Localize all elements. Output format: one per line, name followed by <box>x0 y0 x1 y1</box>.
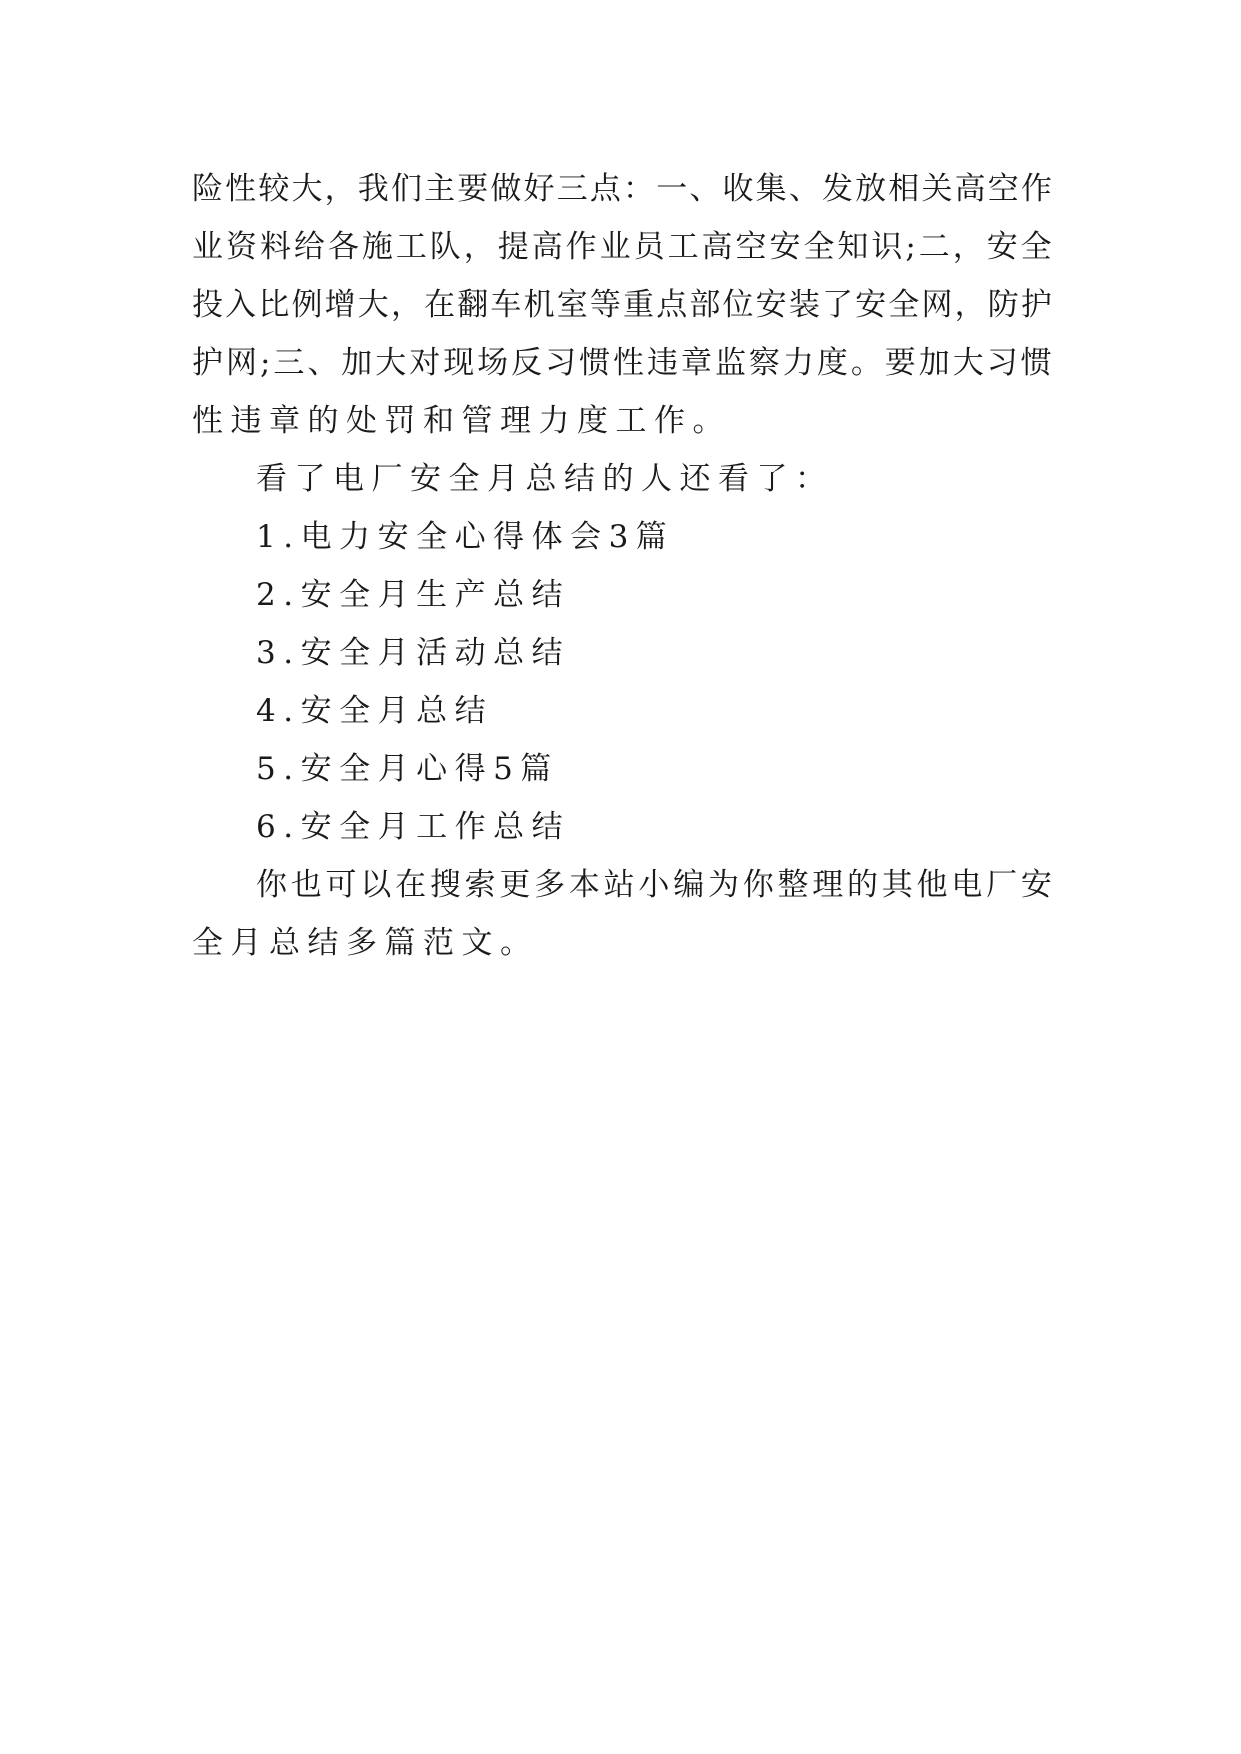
text-char: 投 <box>192 287 223 323</box>
text-char: 二 <box>918 229 950 265</box>
text-char: 高 <box>531 229 563 265</box>
text-char: 编 <box>673 867 705 903</box>
text-char: 提 <box>497 229 529 265</box>
text-char: 惯 <box>1020 345 1052 381</box>
text-char: 他 <box>916 867 948 903</box>
text-char: 高 <box>701 229 733 265</box>
text-char: 加 <box>341 345 373 381</box>
text-char: 违 <box>647 345 679 381</box>
text-char: 了 <box>821 287 853 323</box>
text-char: 防 <box>987 287 1019 323</box>
text-char: 全 <box>803 229 835 265</box>
text-char: 可 <box>325 867 357 903</box>
text-char: 点 <box>656 287 688 323</box>
text-char: 发 <box>821 171 853 207</box>
text-char: 三 <box>273 345 305 381</box>
text-char: 、 <box>689 171 721 207</box>
text-char: 网 <box>225 345 257 381</box>
text-char: ： <box>623 171 655 207</box>
text-char: 队 <box>429 229 461 265</box>
text-char: 重 <box>623 287 655 323</box>
text-char: 护 <box>192 345 223 381</box>
text-char: 网 <box>921 287 953 323</box>
text-char: 监 <box>714 345 746 381</box>
text-char: 全 <box>888 287 920 323</box>
text-char: 高 <box>954 171 986 207</box>
text-char: ， <box>463 229 495 265</box>
text-char: 全 <box>1020 229 1052 265</box>
text-char: 好 <box>523 171 555 207</box>
text-char: 搜 <box>429 867 461 903</box>
text-char: 现 <box>443 345 475 381</box>
text-char: 性 <box>613 345 645 381</box>
text-char: 加 <box>918 345 950 381</box>
text-char: 也 <box>290 867 322 903</box>
text-char: 厂 <box>986 867 1018 903</box>
text-char: 比 <box>258 287 290 323</box>
text-char: 在 <box>424 287 456 323</box>
text-char: 给 <box>293 229 325 265</box>
text-char: 为 <box>707 867 739 903</box>
text-char: 知 <box>837 229 869 265</box>
text-char: 识 <box>871 229 903 265</box>
text-char: 大 <box>952 345 984 381</box>
text-char: 翻 <box>457 287 489 323</box>
text-char: 安 <box>769 229 801 265</box>
body-paragraph <box>192 160 1052 450</box>
text-char: 大 <box>357 287 389 323</box>
text-char: 主 <box>424 171 456 207</box>
text-char: 安 <box>755 287 787 323</box>
text-char: 要 <box>884 345 916 381</box>
text-char: 理 <box>812 867 844 903</box>
text-char: 空 <box>987 171 1019 207</box>
text-char: 工 <box>395 229 427 265</box>
text-char: 入 <box>225 287 257 323</box>
text-char: 反 <box>511 345 543 381</box>
related-link-3[interactable]: 3.安全月活动总结 <box>256 635 571 671</box>
text-char: 一 <box>656 171 688 207</box>
document-body <box>192 160 1052 972</box>
text-char: 关 <box>921 171 953 207</box>
text-char: 、 <box>307 345 339 381</box>
text-char: 对 <box>409 345 441 381</box>
text-char: 等 <box>589 287 621 323</box>
text-char: 业 <box>192 229 223 265</box>
closing-paragraph <box>192 856 1052 972</box>
text-char: 车 <box>490 287 522 323</box>
text-char: 点 <box>589 171 621 207</box>
text-char: 机 <box>523 287 555 323</box>
text-char: ， <box>324 171 356 207</box>
text-char: 力 <box>782 345 814 381</box>
text-char: 险 <box>192 171 223 207</box>
text-char: 的 <box>847 867 879 903</box>
related-link-4[interactable]: 4.安全月总结 <box>256 693 494 729</box>
text-char: 、 <box>788 171 820 207</box>
text-char: 施 <box>361 229 393 265</box>
closing-line: 全月总结多篇范文。 <box>192 925 539 961</box>
text-char: 整 <box>777 867 809 903</box>
text-char: 章 <box>680 345 712 381</box>
text-char: 安 <box>855 287 887 323</box>
text-char: 做 <box>490 171 522 207</box>
text-char: 室 <box>556 287 588 323</box>
text-char: 本 <box>568 867 600 903</box>
paragraph-line <box>192 160 1052 218</box>
related-intro: 看了电厂安全月总结的人还看了： <box>256 461 834 497</box>
text-char: 我 <box>357 171 389 207</box>
text-char: 们 <box>390 171 422 207</box>
related-link-2[interactable]: 2.安全月生产总结 <box>256 577 571 613</box>
text-char: 。 <box>850 345 882 381</box>
text-char: 其 <box>881 867 913 903</box>
related-link-6[interactable]: 6.安全月工作总结 <box>256 809 571 845</box>
text-char: 位 <box>722 287 754 323</box>
paragraph-line <box>192 334 1052 392</box>
text-char: ; <box>905 229 916 265</box>
text-char: 员 <box>633 229 665 265</box>
text-char: 空 <box>735 229 767 265</box>
text-char: 度 <box>816 345 848 381</box>
text-char: 多 <box>534 867 566 903</box>
text-char: 大 <box>291 171 323 207</box>
text-char: 安 <box>1020 867 1052 903</box>
text-char: 增 <box>324 287 356 323</box>
related-link-5[interactable]: 5.安全月心得5篇 <box>256 751 559 787</box>
text-char: ; <box>259 345 271 381</box>
text-char: 较 <box>258 171 290 207</box>
text-char: 察 <box>748 345 780 381</box>
text-char: 装 <box>788 287 820 323</box>
text-char: 收 <box>722 171 754 207</box>
text-char: 以 <box>360 867 392 903</box>
text-char: ， <box>954 287 986 323</box>
text-char: 作 <box>565 229 597 265</box>
text-char: 站 <box>603 867 635 903</box>
text-char: 性 <box>225 171 257 207</box>
text-char: 部 <box>689 287 721 323</box>
text-char: 索 <box>464 867 496 903</box>
text-char: 大 <box>375 345 407 381</box>
text-char: ， <box>390 287 422 323</box>
text-char: 小 <box>638 867 670 903</box>
paragraph-line: 性违章的处罚和管理力度工作。 <box>192 403 731 439</box>
text-char: 业 <box>599 229 631 265</box>
text-char: 资 <box>225 229 257 265</box>
text-char: 安 <box>986 229 1018 265</box>
text-char: ， <box>952 229 984 265</box>
paragraph-line <box>192 276 1052 334</box>
text-char: 料 <box>259 229 291 265</box>
text-char: 更 <box>499 867 531 903</box>
text-char: 放 <box>855 171 887 207</box>
text-char: 作 <box>1020 171 1052 207</box>
text-char: 例 <box>291 287 323 323</box>
text-char: 你 <box>256 867 287 903</box>
text-char: 惯 <box>579 345 611 381</box>
text-char: 集 <box>755 171 787 207</box>
text-char: 各 <box>327 229 359 265</box>
text-char: 电 <box>951 867 983 903</box>
related-link-1[interactable]: 1.电力安全心得体会3篇 <box>256 519 675 555</box>
text-char: 要 <box>457 171 489 207</box>
text-char: 相 <box>888 171 920 207</box>
paragraph-line <box>192 218 1052 276</box>
text-char: 场 <box>477 345 509 381</box>
text-char: 习 <box>545 345 577 381</box>
text-char: 你 <box>742 867 774 903</box>
related-articles-list <box>192 508 1052 856</box>
text-char: 护 <box>1020 287 1052 323</box>
text-char: 习 <box>986 345 1018 381</box>
text-char: 三 <box>556 171 588 207</box>
text-char: 在 <box>395 867 427 903</box>
text-char: 工 <box>667 229 699 265</box>
closing-line <box>192 856 1052 914</box>
